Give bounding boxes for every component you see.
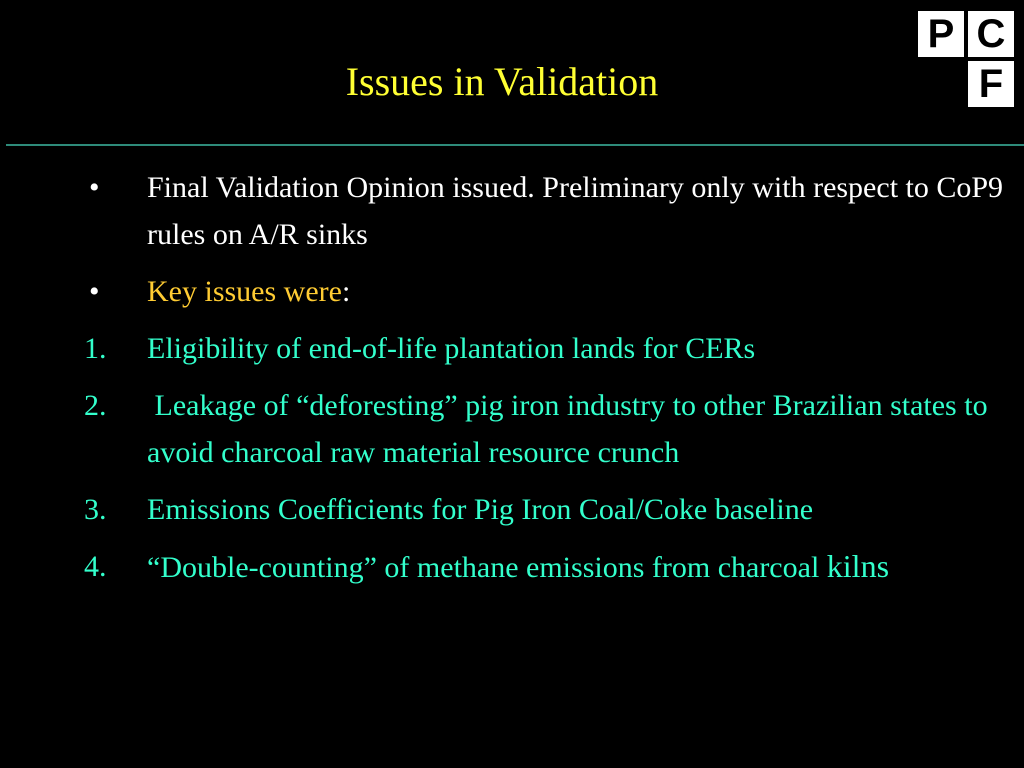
number-marker: 2. [84,389,107,422]
title-divider [6,144,1024,146]
key-issues-label: Key issues were [147,275,342,308]
bullet-item [84,268,1004,315]
slide-content-list [84,164,1004,601]
bullet-marker: • [89,275,100,308]
numbered-item [84,325,1004,372]
numbered-text: Leakage of “deforesting” pig iron industry to other Brazilian states to avoid charcoal raw material resource crunch [147,389,996,469]
numbered-item [84,543,1004,591]
numbered-text: Emissions Coefficients for Pig Iron Coal/Coke baseline [147,493,814,526]
numbered-text-end: kilns [826,548,890,584]
logo-letter-f: F [966,59,1016,109]
logo-letter-p: P [916,9,966,59]
number-marker: 1. [84,332,107,365]
number-marker: 4. [84,550,107,583]
slide-title: Issues in Validation [345,59,659,104]
numbered-item [84,486,1004,533]
numbered-text-main: “Double-counting” of methane emissions from charcoal [147,551,827,584]
numbered-text: Eligibility of end-of-life plantation lands for CERs [147,332,756,365]
bullet-item [84,164,1004,258]
logo-letter-c: C [966,9,1016,59]
bullet-text [147,268,1004,315]
numbered-text [147,543,1004,591]
pcf-logo [916,9,1016,109]
number-marker: 3. [84,493,107,526]
numbered-item [84,382,1004,476]
logo-empty-cell [916,59,966,109]
bullet-text: Final Validation Opinion issued. Preliminary only with respect to CoP9 rules on A/R sinks [147,171,1004,251]
bullet-marker: • [89,171,100,204]
key-issues-colon: : [341,275,351,308]
